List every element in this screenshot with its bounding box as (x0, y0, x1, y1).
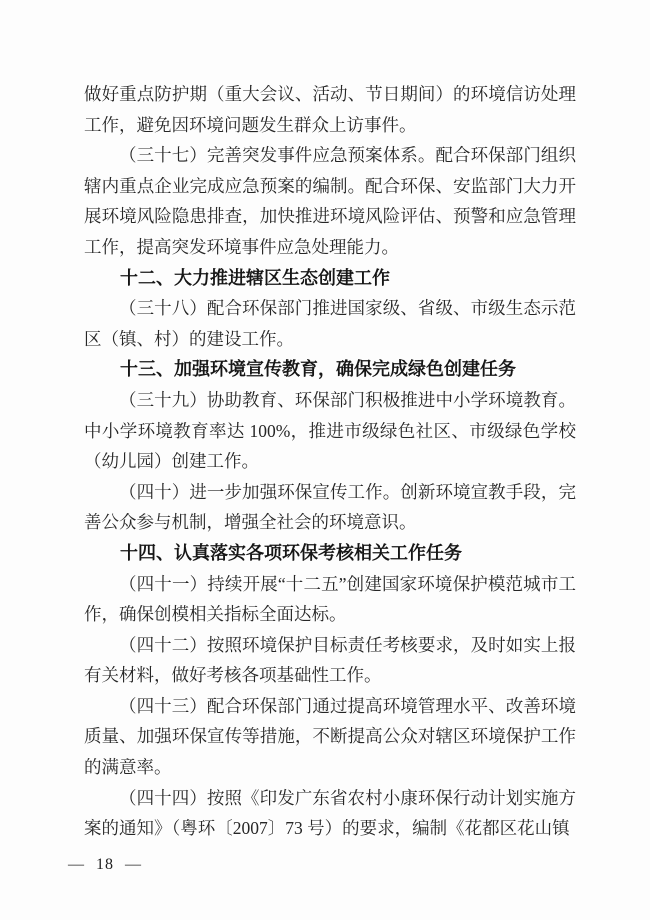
page-number: — 18 — (68, 856, 142, 873)
section-heading: 十四、认真落实各项环保考核相关工作任务 (120, 542, 462, 563)
paragraph: （四十三）配合环保部门通过提高环境管理水平、改善环境质量、加强环保宣传等措施，不断提高公众对辖区环境保护工作的满意率。 (84, 695, 576, 778)
paragraph: （三十七）完善突发事件应急预案体系。配合环保部门组织辖内重点企业完成应急预案的编制。配合环保、安监部门大力开展环境风险隐患排查，加快推进环境风险评估、预警和应急管理工作，提高突发环境事件应急处理能力。 (84, 145, 576, 257)
document-body (84, 79, 576, 844)
paragraph: （四十四）按照《印发广东省农村小康环保行动计划实施方案的通知》（粤环〔2007〕73 号）的要求，编制《花都区花山镇 (84, 787, 576, 839)
paragraph: （四十一）持续开展“十二五”创建国家环境保护模范城市工作，确保创模相关指标全面达标。 (84, 573, 576, 625)
paragraph: 做好重点防护期（重大会议、活动、节日期间）的环境信访处理工作，避免因环境问题发生群众上访事件。 (84, 84, 576, 135)
paragraph: （四十二）按照环境保护目标责任考核要求，及时如实上报有关材料，做好考核各项基础性工作。 (84, 634, 576, 686)
section-heading: 十三、加强环境宣传教育，确保完成绿色创建任务 (120, 359, 516, 380)
paragraph: （三十九）协助教育、环保部门积极推进中小学环境教育。中小学环境教育率达 100%，推进市级绿色社区、市级绿色学校（幼儿园）创建工作。 (84, 389, 576, 472)
paragraph: （三十八）配合环保部门推进国家级、省级、市级生态示范区（镇、村）的建设工作。 (84, 298, 576, 349)
section-heading: 十二、大力推进辖区生态创建工作 (120, 267, 390, 288)
paragraph: （四十）进一步加强环保宣传工作。创新环境宣教手段，完善公众参与机制，增强全社会的环境意识。 (84, 481, 576, 533)
